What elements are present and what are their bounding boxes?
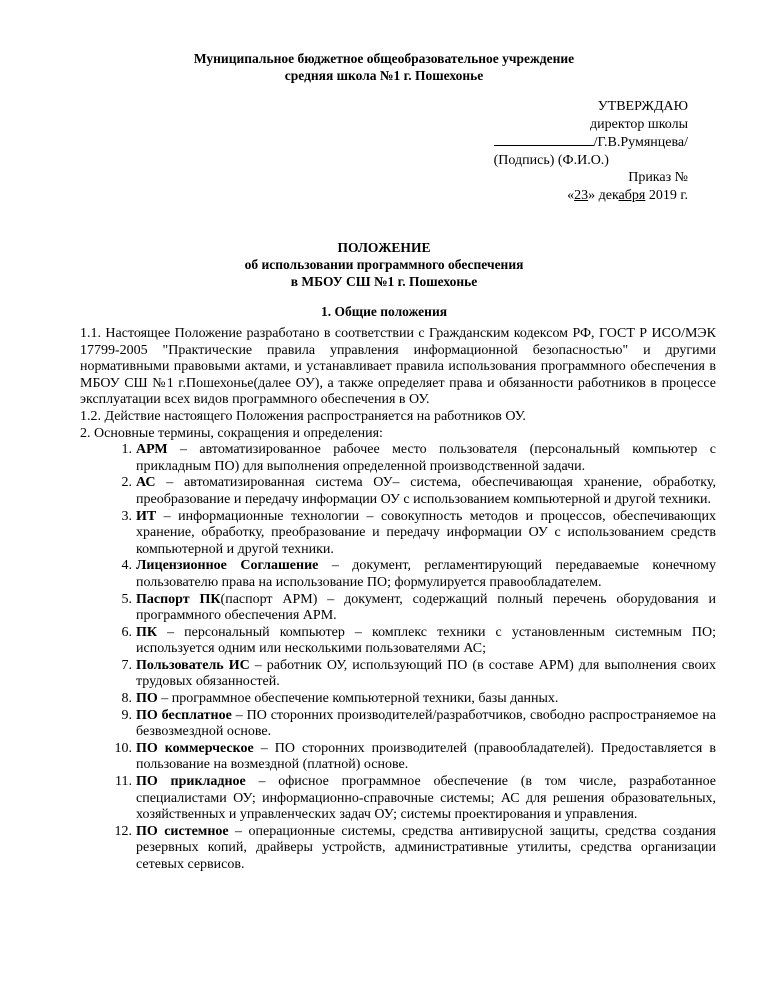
paragraph-1-2: 1.2. Действие настоящего Положения распространяется на работников ОУ. <box>80 408 526 424</box>
organization-name-line2: средняя школа №1 г. Пошехонье <box>284 68 484 83</box>
approval-block <box>494 98 688 204</box>
signature-blank <box>494 133 594 146</box>
section-heading: 1. Общие положения <box>320 304 448 319</box>
document-body <box>80 326 716 874</box>
organization-name-line1: Муниципальное бюджетное общеобразовательное учреждение <box>193 51 575 66</box>
date-month: абря <box>618 187 646 203</box>
terms-list <box>80 442 716 873</box>
approver-position: директор школы <box>590 116 688 132</box>
list-item: 6. ПК – персональный компьютер – комплекс техники с установленным системным ПО; используется одним или несколькими пользователями АС; <box>121 624 716 657</box>
list-item: 3. ИТ – информационные технологии – совокупность методов и процессов, обеспечивающих хранение, обработку, преобразование и передачу информации ОУ с использованием средств компьютерной и другой техники. <box>121 508 716 557</box>
signature-caption: (Подпись) (Ф.И.О.) <box>493 152 609 168</box>
list-item: 4. Лицензионное Соглашение – документ, регламентирующий передаваемые конечному пользователю права на использование ПО; формулируется правообладателем. <box>121 558 716 590</box>
list-item: 5. Паспорт ПК(паспорт АРМ) – документ, содержащий полный перечень оборудования и программного обеспечения АРМ. <box>121 591 716 624</box>
approval-heading: УТВЕРЖДАЮ <box>597 99 688 114</box>
list-item: 2. АС – автоматизированная система ОУ– система, обеспечивающая хранение, обработку, преобразование и передачу информации ОУ с использованием компьютерной и другой техники. <box>121 475 716 507</box>
document-title <box>0 239 768 290</box>
approver-signature-line <box>494 133 688 152</box>
approver-name: /Г.В.Румянцева/ <box>593 135 688 150</box>
list-item: 8. ПО – программное обеспечение компьютерной техники, базы данных. <box>121 691 559 707</box>
list-item: 7. Пользователь ИС – работник ОУ, использующий ПО (в составе АРМ) для выполнения своих трудовых обязанностей. <box>121 657 716 690</box>
list-item: 1. АРМ – автоматизированное рабочее место пользователя (персональный компьютер с прикладным ПО) для выполнения определенной производственной задачи. <box>121 442 716 474</box>
paragraph-2: 2. Основные термины, сокращения и определения: <box>80 425 383 441</box>
list-item: 9. ПО бесплатное – ПО сторонних производителей/разработчиков, свободно распространяемое на безвозмездной основе. <box>121 707 716 740</box>
date-year: 2019 г. <box>645 187 688 203</box>
title-line1: ПОЛОЖЕНИЕ <box>337 240 431 255</box>
list-item: 11. ПО прикладное – офисное программное обеспечение (в том числе, разработанное специалистами ОУ; информационно-справочные системы; АС для решения образовательных, хозяйственных и управленческих задач ОУ; системы проектирования и управления. <box>115 774 716 823</box>
list-item: 10. ПО коммерческое – ПО сторонних производителей (правообладателей). Предоставляется в пользование на возмездной (платной) основе. <box>114 740 716 773</box>
title-line2: об использовании программного обеспечения <box>244 257 524 272</box>
date-day: 23 <box>574 187 589 203</box>
approval-date: «23» декабря 2019 г. <box>567 187 688 203</box>
list-item: 12. ПО системное – операционные системы, средства антивирусной защиты, средства создания резервных копий, драйверы устройств, административные утилиты, средства организации сетевых сервисов. <box>114 823 716 872</box>
title-line3: в МБОУ СШ №1 г. Пошехонье <box>290 274 478 289</box>
order-number: Приказ № <box>628 170 688 185</box>
paragraph-1-1: 1.1. Настоящее Положение разработано в соответствии с Гражданским кодексом РФ, ГОСТ Р ИСО/МЭК 17799-2005 "Практические правила управления информационной безопасностью" и другими нормативными правовыми актами, и устанавливает правила использования программного обеспечения в МБОУ СШ №1 г.Пошехонье(далее ОУ), а также определяет права и обязанности работников в процессе эксплуатации всех видов программного обеспечения в ОУ. <box>80 326 716 408</box>
organization-header <box>0 50 768 84</box>
